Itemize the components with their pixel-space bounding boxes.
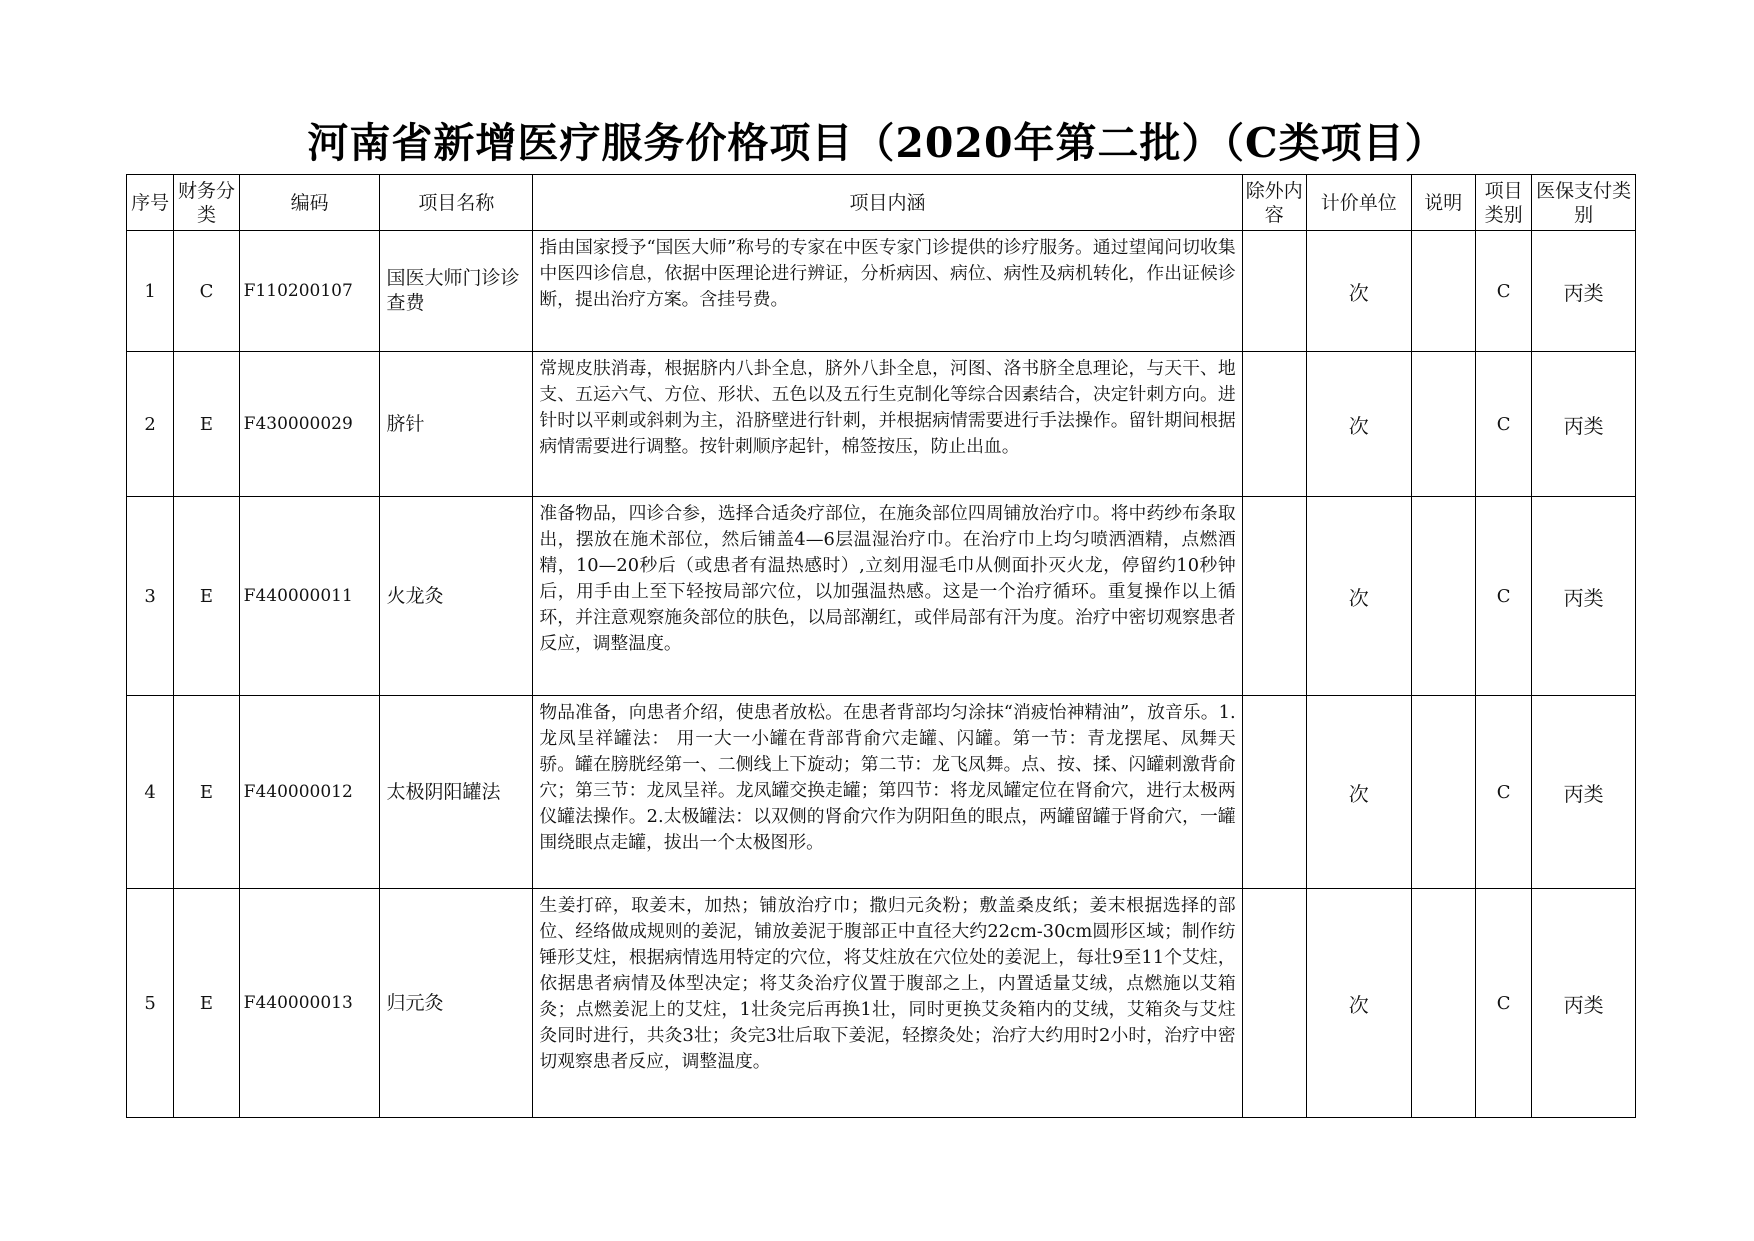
cell-insurance: 丙类 [1532, 352, 1636, 497]
cell-insurance: 丙类 [1532, 889, 1636, 1118]
cell-content: 生姜打碎，取姜末，加热；铺放治疗巾；撒归元灸粉；敷盖桑皮纸；姜末根据选择的部位、经络做成规则的姜泥，铺放姜泥于腹部正中直径大约22cm-30cm圆形区域；制作纺锤形艾炷，根据病情选用特定的穴位，将艾炷放在穴位处的姜泥上，每壮9至11个艾炷，依据患者病情及体型决定；将艾灸治疗仪置于腹部之上，内置适量艾绒，点燃施以艾箱灸；点燃姜泥上的艾炷，1壮灸完后再换1壮，同时更换艾灸箱内的艾绒，艾箱灸与艾炷灸同时进行，共灸3壮；灸完3壮后取下姜泥，轻擦灸处；治疗大约用时2小时，治疗中密切观察患者反应，调整温度。 [533, 889, 1242, 1118]
cell-name: 归元灸 [380, 889, 533, 1118]
cell-finance: E [174, 696, 239, 889]
cell-finance: C [174, 231, 239, 352]
cell-seq: 3 [127, 497, 174, 696]
page-title: 河南省新增医疗服务价格项目（2020年第二批）（C类项目） [307, 119, 1447, 167]
cell-exclude [1242, 231, 1306, 352]
cell-seq: 1 [127, 231, 174, 352]
cell-content: 准备物品，四诊合参，选择合适灸疗部位，在施灸部位四周铺放治疗巾。将中药纱布条取出，摆放在施术部位，然后铺盖4—6层温湿治疗巾。在治疗巾上均匀喷洒酒精，点燃酒精，10—20秒后（或患者有温热感时）,立刻用湿毛巾从侧面扑灭火龙，停留约10秒钟后，用手由上至下轻按局部穴位，以加强温热感。这是一个治疗循环。重复操作以上循环，并注意观察施灸部位的肤色，以局部潮红，或伴局部有汗为度。治疗中密切观察患者反应，调整温度。 [533, 497, 1242, 696]
cell-finance: E [174, 497, 239, 696]
table-row [127, 696, 1636, 889]
cell-unit: 次 [1306, 231, 1411, 352]
cell-exclude [1242, 352, 1306, 497]
cell-unit: 次 [1306, 889, 1411, 1118]
table-row [127, 352, 1636, 497]
cell-note [1411, 889, 1475, 1118]
cell-exclude [1242, 497, 1306, 696]
header-name: 项目名称 [380, 175, 533, 231]
cell-finance: E [174, 352, 239, 497]
cell-name: 火龙灸 [380, 497, 533, 696]
cell-content: 物品准备，向患者介绍，使患者放松。在患者背部均匀涂抹“消疲怡神精油”，放音乐。1.龙凤呈祥罐法： 用一大一小罐在背部背俞穴走罐、闪罐。第一节：青龙摆尾、凤舞天骄。罐在膀胱经第一、二侧线上下旋动；第二节：龙飞凤舞。点、按、揉、闪罐刺激背俞穴；第三节：龙凤呈祥。龙凤罐交换走罐；第四节：将龙凤罐定位在肾俞穴，进行太极两仪罐法操作。2.太极罐法：以双侧的肾俞穴作为阴阳鱼的眼点，两罐留罐于肾俞穴，一罐围绕眼点走罐，拔出一个太极图形。 [533, 696, 1242, 889]
cell-seq: 5 [127, 889, 174, 1118]
table-row [127, 889, 1636, 1118]
cell-code: F440000011 [239, 497, 380, 696]
table-row [127, 497, 1636, 696]
cell-note [1411, 696, 1475, 889]
cell-category: C [1475, 231, 1531, 352]
cell-category: C [1475, 889, 1531, 1118]
header-code: 编码 [239, 175, 380, 231]
cell-category: C [1475, 497, 1531, 696]
cell-code: F440000012 [239, 696, 380, 889]
header-finance: 财务分类 [174, 175, 239, 231]
header-seq: 序号 [127, 175, 174, 231]
cell-category: C [1475, 352, 1531, 497]
cell-insurance: 丙类 [1532, 231, 1636, 352]
cell-seq: 2 [127, 352, 174, 497]
price-items-table [126, 174, 1636, 1118]
cell-name: 国医大师门诊诊查费 [380, 231, 533, 352]
table-row [127, 231, 1636, 352]
header-content: 项目内涵 [533, 175, 1242, 231]
header-category: 项目类别 [1475, 175, 1531, 231]
header-insurance: 医保支付类别 [1532, 175, 1636, 231]
cell-unit: 次 [1306, 352, 1411, 497]
table-header-row [127, 175, 1636, 231]
cell-category: C [1475, 696, 1531, 889]
cell-exclude [1242, 889, 1306, 1118]
cell-seq: 4 [127, 696, 174, 889]
header-unit: 计价单位 [1306, 175, 1411, 231]
cell-unit: 次 [1306, 696, 1411, 889]
cell-insurance: 丙类 [1532, 497, 1636, 696]
cell-code: F430000029 [239, 352, 380, 497]
header-note: 说明 [1411, 175, 1475, 231]
cell-note [1411, 231, 1475, 352]
header-exclude: 除外内容 [1242, 175, 1306, 231]
cell-code: F440000013 [239, 889, 380, 1118]
cell-note [1411, 497, 1475, 696]
cell-content: 指由国家授予“国医大师”称号的专家在中医专家门诊提供的诊疗服务。通过望闻问切收集中医四诊信息，依据中医理论进行辨证，分析病因、病位、病性及病机转化，作出证候诊断，提出治疗方案。含挂号费。 [533, 231, 1242, 352]
cell-code: F110200107 [239, 231, 380, 352]
cell-exclude [1242, 696, 1306, 889]
cell-unit: 次 [1306, 497, 1411, 696]
cell-finance: E [174, 889, 239, 1118]
cell-note [1411, 352, 1475, 497]
cell-name: 太极阴阳罐法 [380, 696, 533, 889]
cell-insurance: 丙类 [1532, 696, 1636, 889]
cell-name: 脐针 [380, 352, 533, 497]
cell-content: 常规皮肤消毒，根据脐内八卦全息，脐外八卦全息，河图、洛书脐全息理论，与天干、地支、五运六气、方位、形状、五色以及五行生克制化等综合因素结合，决定针刺方向。进针时以平刺或斜刺为主，沿脐壁进行针刺，并根据病情需要进行手法操作。留针期间根据病情需要进行调整。按针刺顺序起针，棉签按压，防止出血。 [533, 352, 1242, 497]
